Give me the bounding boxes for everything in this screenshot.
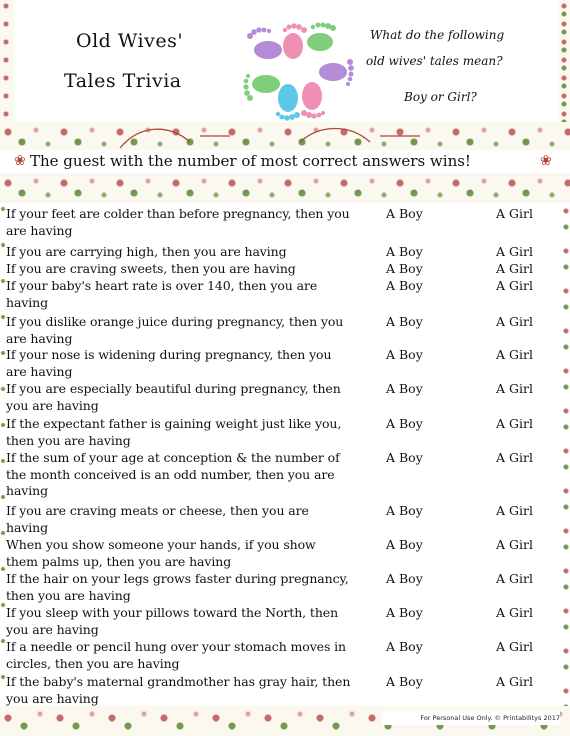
answer-girl: A Girl	[496, 639, 533, 654]
answer-boy: A Boy	[386, 381, 423, 396]
intro-question-line-2: old wives' tales mean?	[366, 54, 503, 68]
decorative-swirl	[0, 122, 570, 152]
answer-girl: A Girl	[496, 244, 533, 259]
answer-boy: A Boy	[386, 347, 423, 362]
answer-boy: A Boy	[386, 261, 423, 276]
question-text: If the hair on your legs grows faster during pregnancy, then you are having	[6, 571, 349, 603]
answer-girl: A Girl	[496, 278, 533, 293]
flower-icon: ❀	[540, 153, 552, 169]
question-text: If you dislike orange juice during pregnancy, then you are having	[6, 314, 344, 346]
answer-girl: A Girl	[496, 261, 533, 276]
floral-band-bottom	[0, 173, 570, 203]
header	[14, 0, 558, 122]
answer-girl: A Girl	[496, 314, 533, 329]
question-text: If your baby's heart rate is over 140, then you are having	[6, 278, 318, 310]
baby-feet-icon	[238, 16, 358, 124]
answer-boy: A Boy	[386, 416, 423, 431]
flower-icon: ❀	[14, 153, 26, 169]
question-text: If you are especially beautiful during pregnancy, then you are having	[6, 381, 341, 413]
answer-girl: A Girl	[496, 450, 533, 465]
question-text: If you are carrying high, then you are having	[6, 244, 287, 259]
answer-boy: A Boy	[386, 537, 423, 552]
answer-girl: A Girl	[496, 503, 533, 518]
intro-question-line-1: What do the following	[370, 28, 505, 42]
floral-border-right	[558, 0, 570, 126]
title-line-1: Old Wives'	[76, 30, 184, 52]
answer-girl: A Girl	[496, 347, 533, 362]
answer-girl: A Girl	[496, 605, 533, 620]
footer-note: For Personal Use Only. © Printabilitys 2017	[382, 711, 560, 725]
question-text: If you are craving sweets, then you are having	[6, 261, 296, 276]
answer-girl: A Girl	[496, 674, 533, 689]
answer-boy: A Boy	[386, 503, 423, 518]
answer-girl: A Girl	[496, 416, 533, 431]
question-text: If you sleep with your pillows toward the North, then you are having	[6, 605, 339, 637]
answer-girl: A Girl	[496, 537, 533, 552]
question-text: If the sum of your age at conception & the number of the month conceived is an odd number, then you are having	[6, 450, 340, 498]
answer-boy: A Boy	[386, 206, 423, 221]
question-text: If your nose is widening during pregnancy, then you are having	[6, 347, 332, 379]
banner-text: The guest with the number of most correct answers wins!	[30, 152, 471, 170]
answer-girl: A Girl	[496, 571, 533, 586]
answer-boy: A Boy	[386, 674, 423, 689]
question-text: If you are craving meats or cheese, then you are having	[6, 503, 309, 535]
answer-boy: A Boy	[386, 314, 423, 329]
floral-border-right	[562, 203, 570, 711]
answer-boy: A Boy	[386, 278, 423, 293]
answer-girl: A Girl	[496, 381, 533, 396]
answer-boy: A Boy	[386, 571, 423, 586]
floral-border-left	[0, 0, 14, 126]
answer-boy: A Boy	[386, 450, 423, 465]
answer-boy: A Boy	[386, 639, 423, 654]
question-text: If your feet are colder than before pregnancy, then you are having	[6, 206, 350, 238]
intro-question-line-3: Boy or Girl?	[404, 90, 477, 104]
answer-boy: A Boy	[386, 244, 423, 259]
answer-girl: A Girl	[496, 206, 533, 221]
banner	[0, 150, 570, 174]
question-text: If the baby's maternal grandmother has gray hair, then you are having	[6, 674, 351, 706]
answer-boy: A Boy	[386, 605, 423, 620]
question-text: When you show someone your hands, if you show them palms up, then you are having	[6, 537, 316, 569]
question-text: If the expectant father is gaining weight just like you, then you are having	[6, 416, 342, 448]
title-line-2: Tales Trivia	[64, 70, 182, 92]
question-text: If a needle or pencil hung over your stomach moves in circles, then you are having	[6, 639, 346, 671]
